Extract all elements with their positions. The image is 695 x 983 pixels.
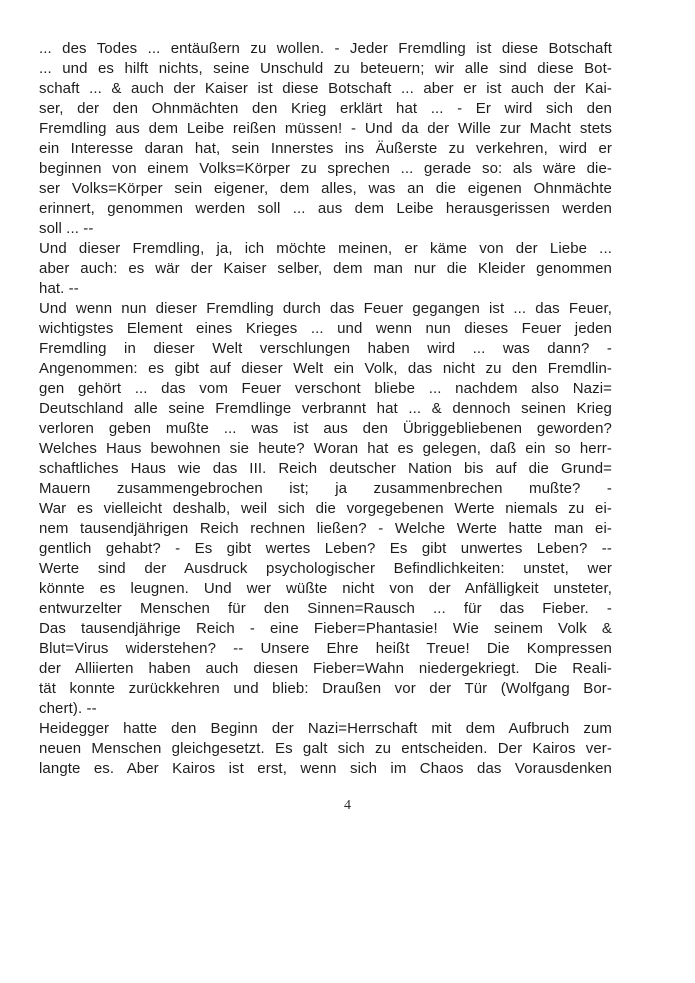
text-line: Mauern zusammengebrochen ist; ja zusammenbrechen mußte? - [39,480,612,497]
text-line: Und dieser Fremdling, ja, ich möchte meinen, er käme von der Liebe ... [39,240,612,257]
body-text [39,39,612,779]
text-line: ... des Todes ... entäußern zu wollen. - Jeder Fremdling ist diese Botschaft [39,40,612,57]
text-line: tät konnte zurückkehren und blieb: Draußen vor der Tür (Wolfgang Bor- [39,680,612,697]
text-line: chert). -- [39,700,97,717]
text-line: ... und es hilft nichts, seine Unschuld zu beteuern; wir alle sind diese Bot- [39,60,612,77]
text-line: ein Interesse daran hat, sein Innerstes ins Äußerste zu verkehren, wird er [39,140,612,157]
text-line: Angenommen: es gibt auf dieser Welt ein Volk, das nicht zu den Fremdlin- [39,360,612,377]
text-line: entwurzelter Menschen für den Sinnen=Rausch ... für das Fieber. - [39,600,612,617]
text-line: Deutschland alle seine Fremdlinge verbrannt hat ... & dennoch seinen Krieg [39,400,612,417]
text-line: Welches Haus bewohnen sie heute? Woran hat es gelegen, daß ein so herr- [39,440,612,457]
text-line: Heidegger hatte den Beginn der Nazi=Herrschaft mit dem Aufbruch zum [39,720,612,737]
text-line: schaftliches Haus wie das III. Reich deutscher Nation bis auf die Grund= [39,460,612,477]
text-line: wichtigstes Element eines Krieges ... und wenn nun dieses Feuer jeden [39,320,612,337]
text-line: nem tausendjährigen Reich rechnen ließen? - Welche Werte hatte man ei- [39,520,612,537]
text-line: Das tausendjährige Reich - eine Fieber=Phantasie! Wie seinem Volk & [39,620,612,637]
page-number: 4 [344,798,351,813]
text-line: beginnen von einem Volks=Körper zu sprechen ... gerade so: als wäre die- [39,160,612,177]
text-line: Fremdling aus dem Leibe reißen müssen! - Und da der Wille zur Macht stets [39,120,612,137]
text-line: Blut=Virus widerstehen? -- Unsere Ehre heißt Treue! Die Kompressen [39,640,612,657]
text-line: Fremdling in dieser Welt verschlungen haben wird ... was dann? - [39,340,612,357]
text-line: schaft ... & auch der Kaiser ist diese Botschaft ... aber er ist auch der Kai- [39,80,612,97]
text-line: Werte sind der Ausdruck psychologischer Befindlichkeiten: unstet, wer [39,560,612,577]
text-line: könnte es leugnen. Und wer wüßte nicht von der Anfälligkeit unsteter, [39,580,612,597]
text-line: neuen Menschen gleichgesetzt. Es galt sich zu entscheiden. Der Kairos ver- [39,740,612,757]
text-line: gentlich gehabt? - Es gibt wertes Leben? Es gibt unwertes Leben? -- [39,540,612,557]
text-line: Und wenn nun dieser Fremdling durch das Feuer gegangen ist ... das Feuer, [39,300,612,317]
text-line: soll ... -- [39,220,94,237]
text-line: ser Volks=Körper sein eigener, dem alles, was an die eigenen Ohnmächte [39,180,612,197]
text-line: aber auch: es wär der Kaiser selber, dem man nur die Kleider genommen [39,260,612,277]
text-line: der Alliierten haben auch diesen Fieber=Wahn niedergekriegt. Die Reali- [39,660,612,677]
text-line: gen gehört ... das vom Feuer verschont bliebe ... nachdem also Nazi= [39,380,612,397]
page-footer [0,796,695,814]
text-line: hat. -- [39,280,79,297]
text-line: erinnert, genommen werden soll ... aus dem Leibe herausgerissen werden [39,200,612,217]
text-line: verloren geben mußte ... was ist aus den Übriggebliebenen geworden? [39,420,612,437]
text-line: langte es. Aber Kairos ist erst, wenn sich im Chaos das Vorausdenken [39,760,612,777]
text-line: War es vielleicht deshalb, weil sich die vorgegebenen Werte niemals zu ei- [39,500,612,517]
text-line: ser, der den Ohnmächten den Krieg erklärt hat ... - Er wird sich den [39,100,612,117]
